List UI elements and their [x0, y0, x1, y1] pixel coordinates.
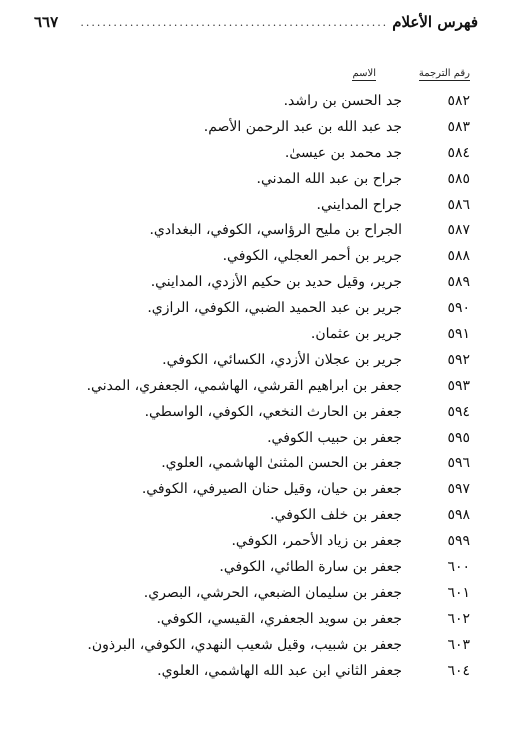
entry-name: جعفر بن الحارث النخعي، الكوفي، الواسطي. — [144, 403, 402, 420]
list-item — [40, 166, 470, 192]
list-item — [40, 192, 470, 218]
list-item — [40, 321, 470, 347]
list-item — [40, 217, 470, 243]
list-item — [40, 632, 470, 658]
page-number: ٦٦٧ — [34, 13, 59, 31]
column-header-number — [419, 68, 470, 81]
entry-name: جراح بن عبد الله المدني. — [256, 170, 402, 187]
entry-number: ٥٨٧ — [447, 222, 470, 239]
list-item — [40, 114, 470, 140]
entry-number: ٥٨٢ — [447, 92, 470, 109]
entry-name: جرير بن أحمر العجلي، الكوفي. — [222, 248, 402, 265]
entry-number: ٦٠٣ — [447, 636, 470, 653]
entry-name: جعفر بن حيان، وقيل حنان الصيرفي، الكوفي. — [141, 481, 402, 498]
list-item — [40, 528, 470, 554]
entry-number: ٦٠٢ — [447, 610, 470, 627]
entry-number: ٥٩٦ — [447, 455, 470, 472]
list-item — [40, 243, 470, 269]
list-item — [40, 476, 470, 502]
entry-name: جعفر بن سويد الجعفري، القيسي، الكوفي. — [156, 610, 402, 627]
entry-name: جعفر بن ابراهيم القرشي، الهاشمي، الجعفري، المدني. — [86, 377, 402, 394]
list-item — [40, 450, 470, 476]
list-item — [40, 554, 470, 580]
header-title: فهرس الأعلام — [392, 13, 478, 31]
entry-number: ٦٠١ — [447, 584, 470, 601]
entry-name: الجراح بن مليح الرؤاسي، الكوفي، البغدادي. — [149, 222, 402, 239]
entry-name: جعفر بن خلف الكوفي. — [270, 507, 402, 524]
list-item — [40, 295, 470, 321]
entry-name: جعفر بن شبيب، وقيل شعيب النهدي، الكوفي، البرذون. — [87, 636, 402, 653]
list-item — [40, 658, 470, 684]
entry-name: جعفر الثاني ابن عبد الله الهاشمي، العلوي. — [157, 662, 402, 679]
entry-name: جعفر بن حبيب الكوفي. — [267, 429, 402, 446]
entry-name: جد محمد بن عيسىٰ. — [284, 144, 402, 161]
list-item — [40, 347, 470, 373]
entry-number: ٥٩٢ — [447, 351, 470, 368]
entry-name: جعفر بن الحسن المثنىٰ الهاشمي، العلوي. — [161, 455, 402, 472]
entry-name: جد الحسن بن راشد. — [283, 92, 402, 109]
entry-number: ٥٩١ — [447, 325, 470, 342]
entry-name: جعفر بن سارة الطائي، الكوفي. — [219, 558, 402, 575]
column-header-number-underline — [419, 80, 470, 81]
list-item — [40, 399, 470, 425]
entry-number: ٥٩٨ — [447, 507, 470, 524]
running-header — [34, 10, 478, 34]
entry-number: ٥٩٧ — [447, 481, 470, 498]
list-item — [40, 425, 470, 451]
list-item — [40, 580, 470, 606]
entry-name: جرير بن عثمان. — [310, 325, 402, 342]
column-header-name — [352, 68, 376, 81]
list-item — [40, 140, 470, 166]
entry-number: ٥٩٩ — [447, 533, 470, 550]
entry-number: ٥٨٤ — [447, 144, 470, 161]
entry-number: ٥٩٠ — [447, 300, 470, 317]
entry-number: ٥٩٣ — [447, 377, 470, 394]
entry-name: جراح المدايني. — [316, 196, 402, 213]
entry-name: جرير بن عجلان الأزدي، الكسائي، الكوفي. — [162, 351, 402, 368]
entry-number: ٥٨٦ — [447, 196, 470, 213]
entry-number: ٦٠٠ — [447, 558, 470, 575]
list-item — [40, 502, 470, 528]
list-item — [40, 606, 470, 632]
entry-name: جد عبد الله بن عبد الرحمن الأصم. — [203, 118, 402, 135]
entry-number: ٥٩٥ — [447, 429, 470, 446]
entry-number: ٥٨٨ — [447, 248, 470, 265]
entry-number: ٥٨٩ — [447, 274, 470, 291]
column-header-number-label: رقم الترجمة — [418, 68, 470, 79]
column-header-name-underline — [352, 80, 376, 81]
header-leader-dots: ........................................................ — [80, 15, 389, 29]
entry-number: ٦٠٤ — [447, 662, 470, 679]
column-header-name-label: الاسم — [352, 68, 376, 79]
list-item — [40, 373, 470, 399]
entry-number: ٥٩٤ — [447, 403, 470, 420]
list-item — [40, 269, 470, 295]
entry-name: جعفر بن زياد الأحمر، الكوفي. — [231, 533, 402, 550]
entry-name: جرير بن عبد الحميد الضبي، الكوفي، الرازي. — [147, 300, 402, 317]
list-item — [40, 88, 470, 114]
entry-name: جعفر بن سليمان الضبعي، الحرشي، البصري. — [143, 584, 402, 601]
entry-name: جرير، وقيل حديد بن حكيم الأزدي، المدايني. — [150, 274, 402, 291]
entry-number: ٥٨٥ — [447, 170, 470, 187]
entry-number: ٥٨٣ — [447, 118, 470, 135]
entries-list — [40, 88, 470, 683]
